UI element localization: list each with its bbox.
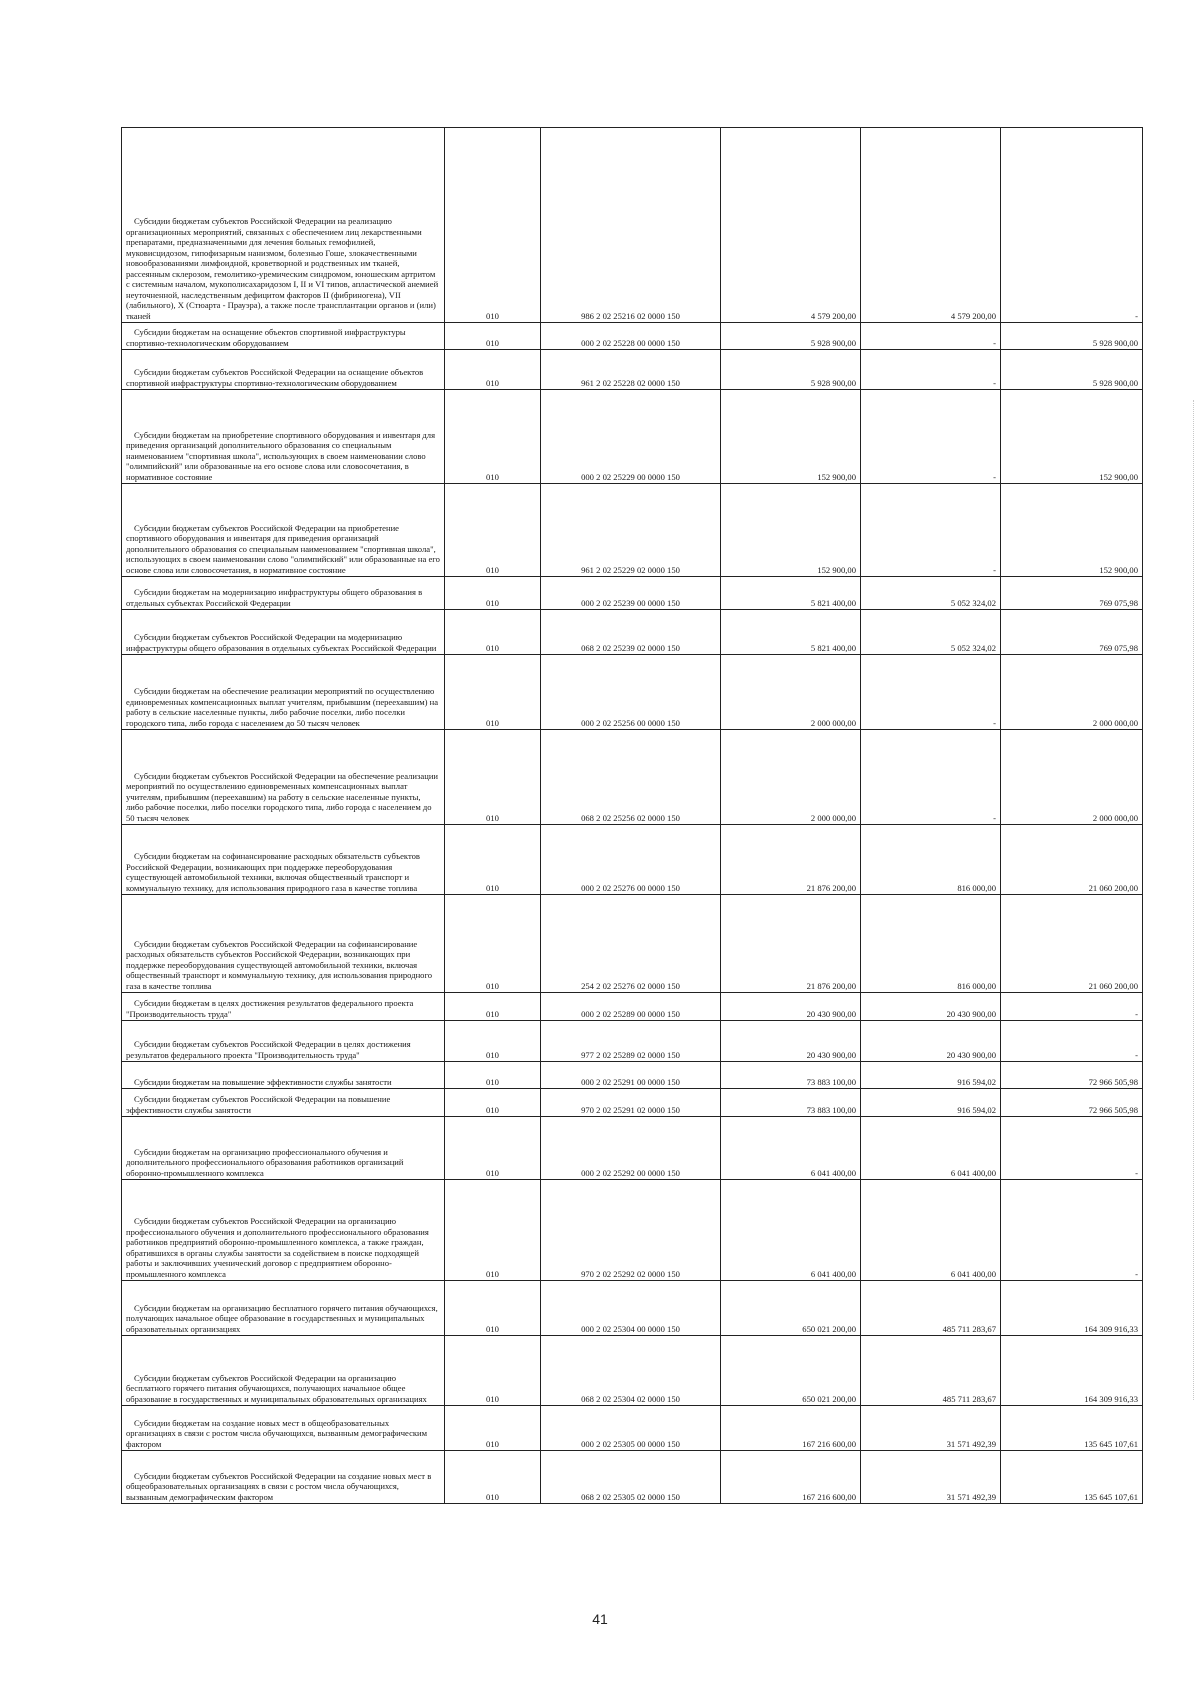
row-unexecuted-amount: 2 000 000,00 <box>1001 655 1143 730</box>
row-unexecuted-amount: 21 060 200,00 <box>1001 895 1143 993</box>
row-budget-classification-code: 068 2 02 25239 02 0000 150 <box>541 610 721 655</box>
row-unexecuted-amount: 21 060 200,00 <box>1001 825 1143 895</box>
row-approved-amount: 152 900,00 <box>721 484 861 577</box>
row-unexecuted-amount: 769 075,98 <box>1001 610 1143 655</box>
row-approved-amount: 167 216 600,00 <box>721 1451 861 1504</box>
table-row <box>122 1180 1143 1281</box>
row-executed-amount: 6 041 400,00 <box>861 1117 1001 1180</box>
row-line-code: 010 <box>445 128 541 323</box>
table-row <box>122 1281 1143 1336</box>
row-budget-classification-code: 961 2 02 25229 02 0000 150 <box>541 484 721 577</box>
row-executed-amount: - <box>861 350 1001 390</box>
row-unexecuted-amount: 5 928 900,00 <box>1001 350 1143 390</box>
row-approved-amount: 21 876 200,00 <box>721 825 861 895</box>
row-unexecuted-amount: 135 645 107,61 <box>1001 1451 1143 1504</box>
row-approved-amount: 21 876 200,00 <box>721 895 861 993</box>
row-description: Субсидии бюджетам на модернизацию инфраструктуры общего образования в отдельных субъектах Российской Федерации <box>122 577 445 610</box>
page-number: 41 <box>592 1611 608 1627</box>
row-description: Субсидии бюджетам на повышение эффективности службы занятости <box>122 1062 445 1089</box>
row-approved-amount: 152 900,00 <box>721 390 861 484</box>
row-approved-amount: 20 430 900,00 <box>721 993 861 1021</box>
row-budget-classification-code: 254 2 02 25276 02 0000 150 <box>541 895 721 993</box>
row-line-code: 010 <box>445 577 541 610</box>
row-line-code: 010 <box>445 1180 541 1281</box>
row-executed-amount: - <box>861 484 1001 577</box>
row-line-code: 010 <box>445 1062 541 1089</box>
row-unexecuted-amount: - <box>1001 1117 1143 1180</box>
row-description: Субсидии бюджетам субъектов Российской Федерации на повышение эффективности службы занятости <box>122 1089 445 1117</box>
budget-revenue-table <box>121 127 1143 1504</box>
scan-edge-rule <box>1193 400 1195 1400</box>
row-description: Субсидии бюджетам субъектов Российской Федерации в целях достижения результатов федерального проекта "Производительность труда" <box>122 1021 445 1062</box>
row-budget-classification-code: 068 2 02 25305 02 0000 150 <box>541 1451 721 1504</box>
row-executed-amount: 20 430 900,00 <box>861 1021 1001 1062</box>
row-line-code: 010 <box>445 1117 541 1180</box>
row-line-code: 010 <box>445 390 541 484</box>
table-row <box>122 1451 1143 1504</box>
row-budget-classification-code: 970 2 02 25291 02 0000 150 <box>541 1089 721 1117</box>
row-unexecuted-amount: 769 075,98 <box>1001 577 1143 610</box>
row-executed-amount: - <box>861 730 1001 825</box>
row-executed-amount: 20 430 900,00 <box>861 993 1001 1021</box>
row-unexecuted-amount: 164 309 916,33 <box>1001 1336 1143 1406</box>
row-line-code: 010 <box>445 1089 541 1117</box>
table-row <box>122 895 1143 993</box>
row-line-code: 010 <box>445 993 541 1021</box>
row-budget-classification-code: 977 2 02 25289 02 0000 150 <box>541 1021 721 1062</box>
row-description: Субсидии бюджетам в целях достижения результатов федерального проекта "Производительность труда" <box>122 993 445 1021</box>
row-budget-classification-code: 961 2 02 25228 02 0000 150 <box>541 350 721 390</box>
row-description: Субсидии бюджетам на софинансирование расходных обязательств субъектов Российской Федерации, возникающих при поддержке переоборудования существующей автомобильной техники, включая общественный транспорт и коммунальную технику, для использования природного газа в качестве топлива <box>122 825 445 895</box>
row-line-code: 010 <box>445 655 541 730</box>
row-approved-amount: 6 041 400,00 <box>721 1180 861 1281</box>
table-row <box>122 484 1143 577</box>
row-description: Субсидии бюджетам на приобретение спортивного оборудования и инвентаря для приведения организаций дополнительного образования со специальным наименованием "спортивная школа", использующих в своем наименовании слово "олимпийский" или образованные на его основе слова или словосочетания, в нормативное состояние <box>122 390 445 484</box>
row-approved-amount: 5 821 400,00 <box>721 610 861 655</box>
table-row <box>122 610 1143 655</box>
row-line-code: 010 <box>445 610 541 655</box>
row-unexecuted-amount: 72 966 505,98 <box>1001 1089 1143 1117</box>
table-row <box>122 350 1143 390</box>
row-approved-amount: 5 821 400,00 <box>721 577 861 610</box>
row-approved-amount: 5 928 900,00 <box>721 350 861 390</box>
row-budget-classification-code: 970 2 02 25292 02 0000 150 <box>541 1180 721 1281</box>
row-approved-amount: 2 000 000,00 <box>721 655 861 730</box>
table-row <box>122 655 1143 730</box>
row-budget-classification-code: 000 2 02 25229 00 0000 150 <box>541 390 721 484</box>
row-executed-amount: 5 052 324,02 <box>861 610 1001 655</box>
row-line-code: 010 <box>445 1021 541 1062</box>
row-description: Субсидии бюджетам на организацию профессионального обучения и дополнительного профессионального образования работников организаций оборонно-промышленного комплекса <box>122 1117 445 1180</box>
row-unexecuted-amount: - <box>1001 993 1143 1021</box>
row-line-code: 010 <box>445 323 541 350</box>
row-unexecuted-amount: - <box>1001 128 1143 323</box>
row-executed-amount: 816 000,00 <box>861 895 1001 993</box>
row-budget-classification-code: 000 2 02 25305 00 0000 150 <box>541 1406 721 1451</box>
row-executed-amount: 5 052 324,02 <box>861 577 1001 610</box>
table-row <box>122 1062 1143 1089</box>
row-description: Субсидии бюджетам на организацию бесплатного горячего питания обучающихся, получающих начальное общее образование в государственных и муниципальных образовательных организациях <box>122 1281 445 1336</box>
row-executed-amount: 485 711 283,67 <box>861 1336 1001 1406</box>
row-description: Субсидии бюджетам субъектов Российской Федерации на оснащение объектов спортивной инфраструктуры спортивно-технологическим оборудованием <box>122 350 445 390</box>
row-unexecuted-amount: 164 309 916,33 <box>1001 1281 1143 1336</box>
row-budget-classification-code: 000 2 02 25228 00 0000 150 <box>541 323 721 350</box>
row-description: Субсидии бюджетам на обеспечение реализации мероприятий по осуществлению единовременных компенсационных выплат учителям, прибывшим (переехавшим) на работу в сельские населенные пункты, либо рабочие поселки, либо поселки городского типа, либо города с населением до 50 тысяч человек <box>122 655 445 730</box>
row-budget-classification-code: 068 2 02 25256 02 0000 150 <box>541 730 721 825</box>
row-unexecuted-amount: 152 900,00 <box>1001 484 1143 577</box>
row-description: Субсидии бюджетам субъектов Российской Федерации на обеспечение реализации мероприятий по осуществлению единовременных компенсационных выплат учителям, прибывшим (переехавшим) на работу в сельские населенные пункты, либо рабочие поселки, либо поселки городского типа, либо города с населением до 50 тысяч человек <box>122 730 445 825</box>
row-executed-amount: 916 594,02 <box>861 1062 1001 1089</box>
row-executed-amount: 816 000,00 <box>861 825 1001 895</box>
row-description: Субсидии бюджетам субъектов Российской Федерации на организацию бесплатного горячего питания обучающихся, получающих начальное общее образование в государственных и муниципальных образовательных организациях <box>122 1336 445 1406</box>
row-line-code: 010 <box>445 484 541 577</box>
row-line-code: 010 <box>445 1451 541 1504</box>
row-executed-amount: - <box>861 323 1001 350</box>
row-budget-classification-code: 000 2 02 25256 00 0000 150 <box>541 655 721 730</box>
row-description: Субсидии бюджетам субъектов Российской Федерации на приобретение спортивного оборудования и инвентаря для приведения организаций дополнительного образования со специальным наименованием "спортивная школа", использующих в своем наименовании слово "олимпийский" или образованные на его основе слова или словосочетания, в нормативное состояние <box>122 484 445 577</box>
row-unexecuted-amount: 152 900,00 <box>1001 390 1143 484</box>
table-row <box>122 730 1143 825</box>
row-approved-amount: 5 928 900,00 <box>721 323 861 350</box>
table-row <box>122 323 1143 350</box>
row-approved-amount: 650 021 200,00 <box>721 1281 861 1336</box>
table-row <box>122 390 1143 484</box>
row-unexecuted-amount: 72 966 505,98 <box>1001 1062 1143 1089</box>
row-executed-amount: - <box>861 655 1001 730</box>
row-description: Субсидии бюджетам субъектов Российской Федерации на софинансирование расходных обязательств субъектов Российской Федерации, возникающих при поддержке переоборудования существующей автомобильной техники, включая общественный транспорт и коммунальную технику, для использования природного газа в качестве топлива <box>122 895 445 993</box>
row-budget-classification-code: 000 2 02 25292 00 0000 150 <box>541 1117 721 1180</box>
row-executed-amount: 31 571 492,39 <box>861 1451 1001 1504</box>
table-row <box>122 1021 1143 1062</box>
row-description: Субсидии бюджетам субъектов Российской Федерации на создание новых мест в общеобразовательных организациях в связи с ростом числа обучающихся, вызванным демографическим фактором <box>122 1451 445 1504</box>
row-unexecuted-amount: - <box>1001 1021 1143 1062</box>
row-approved-amount: 20 430 900,00 <box>721 1021 861 1062</box>
table-row <box>122 825 1143 895</box>
row-budget-classification-code: 000 2 02 25239 00 0000 150 <box>541 577 721 610</box>
row-line-code: 010 <box>445 895 541 993</box>
row-approved-amount: 73 883 100,00 <box>721 1062 861 1089</box>
row-description: Субсидии бюджетам субъектов Российской Федерации на организацию профессионального обучения и дополнительного профессионального образования работников предприятий оборонно-промышленного комплекса, а также граждан, обратившихся в органы службы занятости за содействием в поиске подходящей работы и заключивших ученический договор с предприятием оборонно-промышленного комплекса <box>122 1180 445 1281</box>
row-description: Субсидии бюджетам на создание новых мест в общеобразовательных организациях в связи с ростом числа обучающихся, вызванным демографическим фактором <box>122 1406 445 1451</box>
row-budget-classification-code: 000 2 02 25289 00 0000 150 <box>541 993 721 1021</box>
table-row <box>122 1089 1143 1117</box>
row-executed-amount: 4 579 200,00 <box>861 128 1001 323</box>
row-unexecuted-amount: - <box>1001 1180 1143 1281</box>
row-budget-classification-code: 000 2 02 25304 00 0000 150 <box>541 1281 721 1336</box>
row-budget-classification-code: 068 2 02 25304 02 0000 150 <box>541 1336 721 1406</box>
row-approved-amount: 167 216 600,00 <box>721 1406 861 1451</box>
row-executed-amount: 485 711 283,67 <box>861 1281 1001 1336</box>
row-executed-amount: 6 041 400,00 <box>861 1180 1001 1281</box>
row-executed-amount: 31 571 492,39 <box>861 1406 1001 1451</box>
row-line-code: 010 <box>445 730 541 825</box>
row-approved-amount: 4 579 200,00 <box>721 128 861 323</box>
row-unexecuted-amount: 5 928 900,00 <box>1001 323 1143 350</box>
row-line-code: 010 <box>445 825 541 895</box>
table-row <box>122 128 1143 323</box>
row-executed-amount: 916 594,02 <box>861 1089 1001 1117</box>
row-approved-amount: 6 041 400,00 <box>721 1117 861 1180</box>
table-row <box>122 577 1143 610</box>
table-row <box>122 993 1143 1021</box>
table-body <box>122 128 1143 1504</box>
row-line-code: 010 <box>445 1406 541 1451</box>
row-description: Субсидии бюджетам на оснащение объектов спортивной инфраструктуры спортивно-технологическим оборудованием <box>122 323 445 350</box>
row-budget-classification-code: 986 2 02 25216 02 0000 150 <box>541 128 721 323</box>
row-approved-amount: 73 883 100,00 <box>721 1089 861 1117</box>
row-budget-classification-code: 000 2 02 25291 00 0000 150 <box>541 1062 721 1089</box>
row-description: Субсидии бюджетам субъектов Российской Федерации на модернизацию инфраструктуры общего образования в отдельных субъектах Российской Федерации <box>122 610 445 655</box>
row-budget-classification-code: 000 2 02 25276 00 0000 150 <box>541 825 721 895</box>
row-line-code: 010 <box>445 1281 541 1336</box>
row-approved-amount: 650 021 200,00 <box>721 1336 861 1406</box>
table-row <box>122 1406 1143 1451</box>
row-unexecuted-amount: 2 000 000,00 <box>1001 730 1143 825</box>
table-row <box>122 1336 1143 1406</box>
row-line-code: 010 <box>445 1336 541 1406</box>
row-unexecuted-amount: 135 645 107,61 <box>1001 1406 1143 1451</box>
row-line-code: 010 <box>445 350 541 390</box>
row-description: Субсидии бюджетам субъектов Российской Федерации на реализацию организационных мероприятий, связанных с обеспечением лиц лекарственными препаратами, предназначенными для лечения больных гемофилией, муковисцидозом, гипофизарным нанизмом, болезнью Гоше, злокачественными новообразованиями лимфоидной, кроветворной и родственных им тканей, рассеянным склерозом, гемолитико-уремическим синдромом, юношеским артритом с системным началом, мукополисахаридозом I, II и VI типов, апластической анемией неуточненной, наследственным дефицитом факторов II (фибриногена), VII (лабильного), X (Стюарта - Прауэра), а также после трансплантации органов и (или) тканей <box>122 128 445 323</box>
row-approved-amount: 2 000 000,00 <box>721 730 861 825</box>
table-row <box>122 1117 1143 1180</box>
row-executed-amount: - <box>861 390 1001 484</box>
